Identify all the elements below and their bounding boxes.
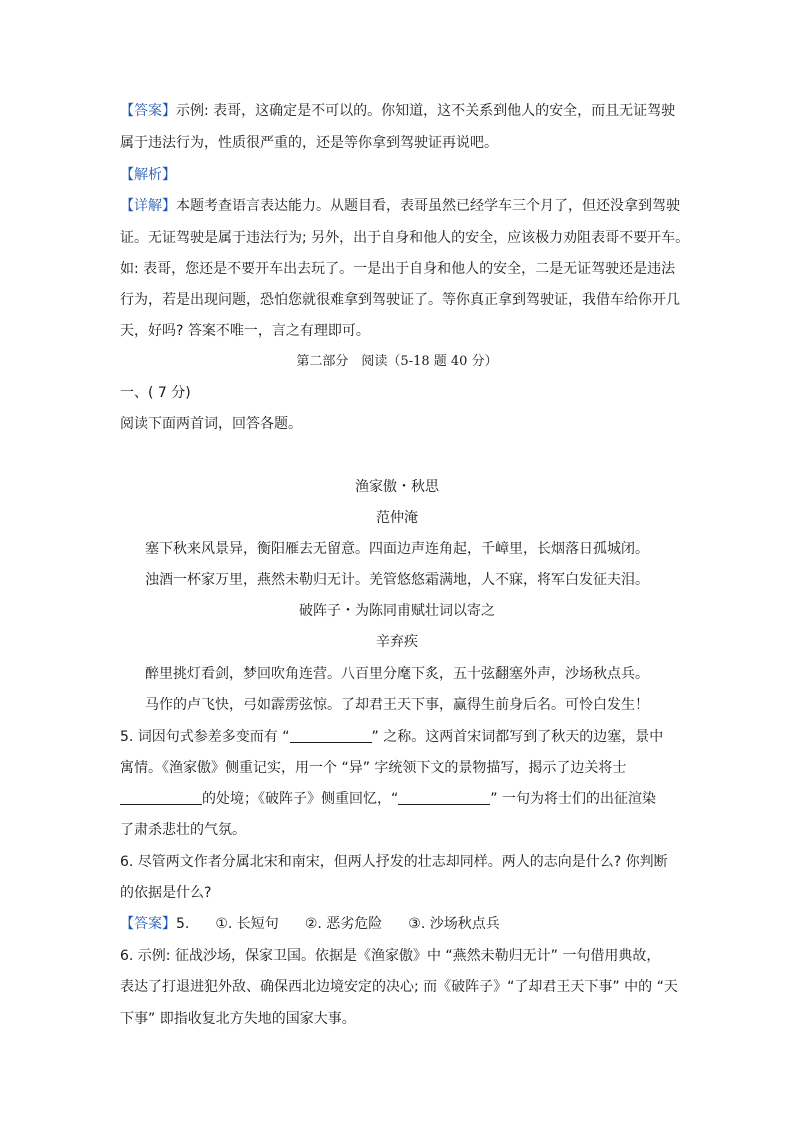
- part-label: 一、( 7 分): [120, 385, 191, 401]
- answer-blank[interactable]: [120, 790, 202, 805]
- answer-blank[interactable]: [290, 728, 372, 743]
- answer-tag: 【答案】: [120, 916, 176, 932]
- question-5-text: 寓情。《渔家傲》侧重记实，用一个 “异” 字统领下文的景物描写，揭示了边关将士: [120, 760, 627, 776]
- detail-text: 天，好吗? 答案不唯一，言之有理即可。: [120, 323, 370, 339]
- poem1-title: 渔家傲・秋思: [355, 479, 439, 495]
- question-5-text: 了肃杀悲壮的气氛。: [120, 822, 246, 838]
- answer-line: [120, 101, 680, 121]
- detail-line: [120, 196, 680, 216]
- answer-text: 示例: 表哥，这确定是不可以的。你知道，这不关系到他人的安全，而且无证驾驶: [176, 103, 676, 119]
- poem1-author: 范仲淹: [376, 510, 418, 526]
- section-heading: 第二部分 阅读（5-18 题 40 分）: [296, 354, 498, 369]
- poem2-line: 马作的卢飞快，弓如霹雳弦惊。了却君王天下事，赢得生前身后名。可怜白发生！: [145, 697, 649, 713]
- question-5: 5. 词因句式参差多变而有 “ ” 之称。这两首宋词都写到了秋天的边塞，景中: [120, 729, 664, 745]
- analysis-tag: 【解析】: [120, 167, 176, 183]
- answer-tag: 【答案】: [120, 103, 176, 119]
- answer-item: ②. 恶劣危险: [304, 916, 383, 932]
- detail-text: 行为，若是出现问题，恐怕您就很难拿到驾驶证了。等你真正拿到驾驶证，我借车给你开几: [120, 292, 680, 308]
- instruction: 阅读下面两首词，回答各题。: [120, 416, 302, 432]
- question-6: 6. 尽管两文作者分属北宋和南宋，但两人抒发的壮志却同样。两人的志向是什么? 你判断: [120, 854, 668, 870]
- poem1-line: 浊酒一杯家万里，燕然未勒归无计。羌管悠悠霜满地，人不寐，将军白发征夫泪。: [145, 572, 649, 588]
- answer-item: ①. 长短句: [215, 916, 279, 932]
- poem2-author: 辛弃疾: [376, 634, 418, 650]
- answer-6-text: 表达了打退进犯外敌、确保西北边境安定的决心; 而《破阵子》“了却君王天下事” 中的 “天: [120, 979, 678, 995]
- detail-tag: 【详解】: [120, 198, 176, 214]
- answer-6-text: 下事” 即指收复北方失地的国家大事。: [120, 1011, 356, 1027]
- poem2-title: 破阵子・为陈同甫赋壮词以寄之: [299, 603, 495, 619]
- answer-blank[interactable]: [398, 790, 490, 805]
- question-6-text: 的依据是什么?: [120, 885, 212, 901]
- detail-text: 证。无证驾驶是属于违法行为; 另外，出于自身和他人的安全，应该极力劝阻表哥不要开车。: [120, 230, 690, 246]
- detail-text: 如: 表哥，您还是不要开车出去玩了。一是出于自身和他人的安全，二是无证驾驶还是违法: [120, 261, 676, 277]
- poem1-line: 塞下秋来风景异，衡阳雁去无留意。四面边声连角起，千嶂里，长烟落日孤城闭。: [145, 541, 649, 557]
- poem2-line: 醉里挑灯看剑，梦回吹角连营。八百里分麾下炙，五十弦翻塞外声，沙场秋点兵。: [145, 666, 649, 682]
- question-5-text: 的处境；《破阵子》侧重回忆，“ ” 一句为将士们的出征渲染: [120, 789, 680, 809]
- answer-item: ③. 沙场秋点兵: [408, 916, 500, 932]
- detail-text: 本题考查语言表达能力。从题目看，表哥虽然已经学车三个月了，但还没拿到驾驶: [176, 198, 680, 214]
- answer-text-cont: 属于违法行为，性质很严重的，还是等你拿到驾驶证再说吧。: [120, 135, 498, 151]
- answer-6: 6. 示例: 征战沙场，保家卫国。依据是《渔家傲》中 “燕然未勒归无计” 一句借用典故，: [120, 948, 661, 964]
- answer-line: 【答案】5. ①. 长短句 ②. 恶劣危险 ③. 沙场秋点兵: [120, 916, 500, 932]
